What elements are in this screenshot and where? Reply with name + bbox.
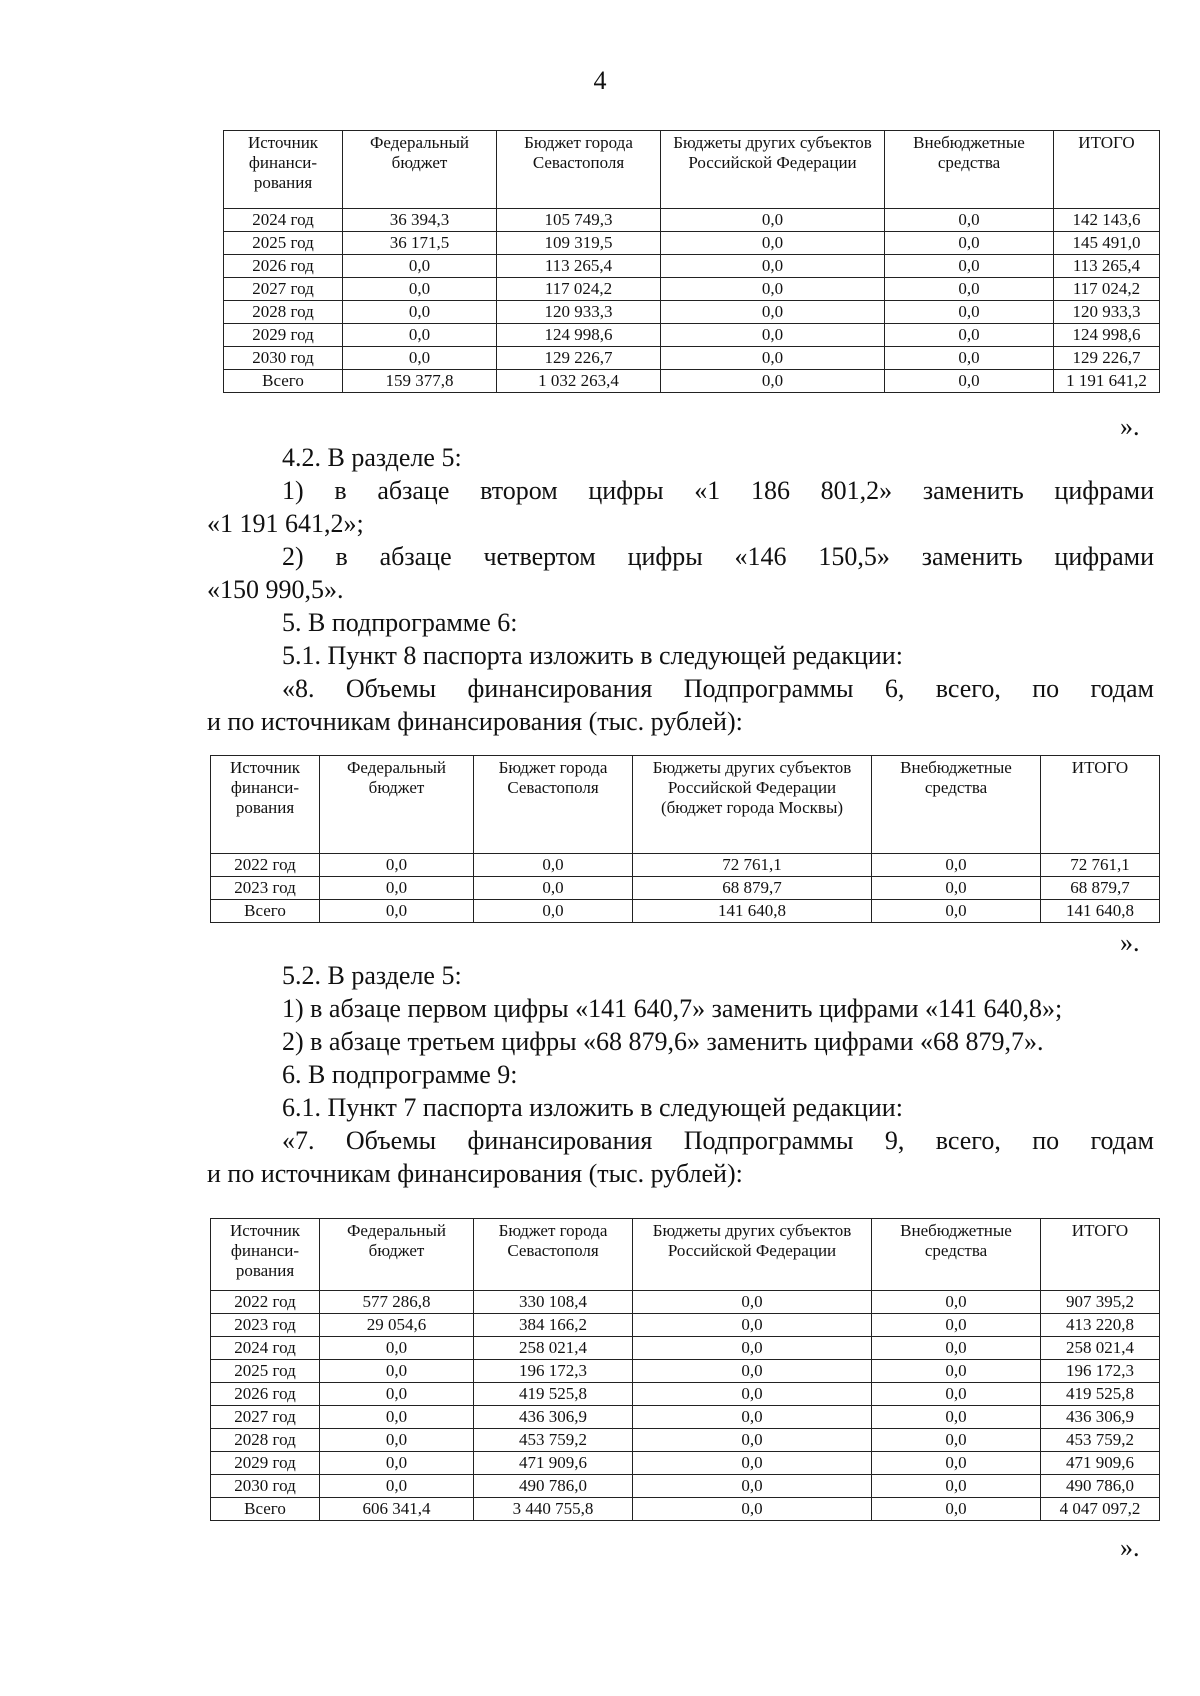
table-row bbox=[211, 1498, 1160, 1521]
cell-federal: 0,0 bbox=[320, 854, 474, 877]
cell-year: Всего bbox=[211, 1498, 320, 1521]
cell-year: 2026 год bbox=[211, 1383, 320, 1406]
table-header-row bbox=[224, 131, 1160, 209]
cell-sevastopol: 196 172,3 bbox=[474, 1360, 633, 1383]
cell-extrabudget: 0,0 bbox=[872, 1360, 1041, 1383]
section-6-quote-line1: «7. Объемы финансирования Подпрограммы 9, всего, по годам bbox=[282, 1126, 1154, 1155]
table-header-row bbox=[211, 756, 1160, 854]
table-header-row bbox=[211, 1219, 1160, 1291]
col-other-subjects: Бюджеты других субъектов Российской Федерации (бюджет города Москвы) bbox=[633, 756, 872, 854]
col-extrabudget: Внебюджетные средства bbox=[885, 131, 1054, 209]
table-row bbox=[224, 209, 1160, 232]
table-row bbox=[211, 854, 1160, 877]
cell-sevastopol: 0,0 bbox=[474, 877, 633, 900]
table-body bbox=[211, 1291, 1160, 1521]
cell-year: 2029 год bbox=[224, 324, 343, 347]
section-6-1-text: 6.1. Пункт 7 паспорта изложить в следующей редакции: bbox=[282, 1093, 903, 1122]
cell-sevastopol: 490 786,0 bbox=[474, 1475, 633, 1498]
section-6-quote-line2: и по источникам финансирования (тыс. рублей): bbox=[207, 1159, 743, 1188]
table-row bbox=[211, 1383, 1160, 1406]
cell-extrabudget: 0,0 bbox=[872, 1475, 1041, 1498]
cell-sevastopol: 109 319,5 bbox=[497, 232, 661, 255]
cell-federal: 29 054,6 bbox=[320, 1314, 474, 1337]
cell-extrabudget: 0,0 bbox=[885, 232, 1054, 255]
table-row bbox=[224, 347, 1160, 370]
cell-extrabudget: 0,0 bbox=[872, 1291, 1041, 1314]
cell-extrabudget: 0,0 bbox=[872, 1498, 1041, 1521]
cell-total: 68 879,7 bbox=[1041, 877, 1160, 900]
cell-other-subjects: 0,0 bbox=[633, 1429, 872, 1452]
cell-extrabudget: 0,0 bbox=[885, 255, 1054, 278]
cell-sevastopol: 113 265,4 bbox=[497, 255, 661, 278]
cell-other-subjects: 0,0 bbox=[661, 255, 885, 278]
cell-federal: 0,0 bbox=[320, 1475, 474, 1498]
cell-extrabudget: 0,0 bbox=[872, 877, 1041, 900]
col-extrabudget: Внебюджетные средства bbox=[872, 756, 1041, 854]
cell-year: 2025 год bbox=[224, 232, 343, 255]
cell-total: 258 021,4 bbox=[1041, 1337, 1160, 1360]
col-extrabudget: Внебюджетные средства bbox=[872, 1219, 1041, 1291]
cell-year: 2027 год bbox=[211, 1406, 320, 1429]
cell-other-subjects: 68 879,7 bbox=[633, 877, 872, 900]
cell-federal: 0,0 bbox=[343, 347, 497, 370]
cell-total: 490 786,0 bbox=[1041, 1475, 1160, 1498]
cell-other-subjects: 0,0 bbox=[633, 1360, 872, 1383]
section-5-2-title: 5.2. В разделе 5: bbox=[282, 961, 462, 990]
cell-year: 2029 год bbox=[211, 1452, 320, 1475]
cell-year: 2023 год bbox=[211, 1314, 320, 1337]
cell-year: 2030 год bbox=[211, 1475, 320, 1498]
cell-other-subjects: 0,0 bbox=[633, 1498, 872, 1521]
cell-other-subjects: 0,0 bbox=[633, 1337, 872, 1360]
table-row bbox=[224, 324, 1160, 347]
cell-extrabudget: 0,0 bbox=[872, 1429, 1041, 1452]
cell-sevastopol: 384 166,2 bbox=[474, 1314, 633, 1337]
section-5-2-item2: 2) в абзаце третьем цифры «68 879,6» заменить цифрами «68 879,7». bbox=[282, 1027, 1044, 1056]
cell-extrabudget: 0,0 bbox=[872, 1383, 1041, 1406]
cell-sevastopol: 105 749,3 bbox=[497, 209, 661, 232]
cell-federal: 36 171,5 bbox=[343, 232, 497, 255]
table-row bbox=[211, 1429, 1160, 1452]
cell-federal: 0,0 bbox=[320, 1429, 474, 1452]
financing-table-2 bbox=[210, 755, 1160, 923]
cell-extrabudget: 0,0 bbox=[885, 324, 1054, 347]
cell-extrabudget: 0,0 bbox=[872, 1314, 1041, 1337]
col-sevastopol: Бюджет города Севастополя bbox=[474, 756, 633, 854]
cell-sevastopol: 1 032 263,4 bbox=[497, 370, 661, 393]
cell-extrabudget: 0,0 bbox=[872, 854, 1041, 877]
col-sevastopol: Бюджет города Севастополя bbox=[497, 131, 661, 209]
financing-table-1 bbox=[223, 130, 1160, 393]
col-source: Источник финанси-рования bbox=[211, 1219, 320, 1291]
col-total: ИТОГО bbox=[1041, 1219, 1160, 1291]
cell-sevastopol: 0,0 bbox=[474, 900, 633, 923]
table-row bbox=[211, 1314, 1160, 1337]
cell-sevastopol: 419 525,8 bbox=[474, 1383, 633, 1406]
section-5-title: 5. В подпрограмме 6: bbox=[282, 608, 518, 637]
section-5-quote-line1: «8. Объемы финансирования Подпрограммы 6, всего, по годам bbox=[282, 674, 1154, 703]
cell-year: 2022 год bbox=[211, 854, 320, 877]
table-row bbox=[211, 1406, 1160, 1429]
cell-total: 1 191 641,2 bbox=[1054, 370, 1160, 393]
cell-year: 2025 год bbox=[211, 1360, 320, 1383]
cell-other-subjects: 0,0 bbox=[661, 278, 885, 301]
cell-total: 142 143,6 bbox=[1054, 209, 1160, 232]
cell-total: 436 306,9 bbox=[1041, 1406, 1160, 1429]
cell-year: Всего bbox=[224, 370, 343, 393]
cell-other-subjects: 72 761,1 bbox=[633, 854, 872, 877]
cell-total: 120 933,3 bbox=[1054, 301, 1160, 324]
section-6-title: 6. В подпрограмме 9: bbox=[282, 1060, 518, 1089]
cell-sevastopol: 129 226,7 bbox=[497, 347, 661, 370]
cell-other-subjects: 0,0 bbox=[633, 1406, 872, 1429]
cell-other-subjects: 0,0 bbox=[661, 370, 885, 393]
cell-federal: 0,0 bbox=[343, 324, 497, 347]
section-4-2-item2-line2: «150 990,5». bbox=[207, 575, 344, 604]
cell-other-subjects: 0,0 bbox=[633, 1475, 872, 1498]
table-row bbox=[211, 900, 1160, 923]
section-4-2-title: 4.2. В разделе 5: bbox=[282, 443, 462, 472]
cell-extrabudget: 0,0 bbox=[885, 301, 1054, 324]
table-row bbox=[211, 1337, 1160, 1360]
cell-year: 2023 год bbox=[211, 877, 320, 900]
cell-federal: 159 377,8 bbox=[343, 370, 497, 393]
cell-extrabudget: 0,0 bbox=[885, 278, 1054, 301]
cell-federal: 0,0 bbox=[320, 1360, 474, 1383]
quote-end-2: ». bbox=[1120, 928, 1140, 957]
col-federal: Федеральный бюджет bbox=[320, 756, 474, 854]
cell-total: 419 525,8 bbox=[1041, 1383, 1160, 1406]
cell-total: 113 265,4 bbox=[1054, 255, 1160, 278]
cell-sevastopol: 471 909,6 bbox=[474, 1452, 633, 1475]
cell-sevastopol: 3 440 755,8 bbox=[474, 1498, 633, 1521]
section-4-2-item2-line1: 2) в абзаце четвертом цифры «146 150,5» заменить цифрами bbox=[282, 542, 1154, 571]
section-5-2-item1: 1) в абзаце первом цифры «141 640,7» заменить цифрами «141 640,8»; bbox=[282, 994, 1063, 1023]
cell-year: 2024 год bbox=[211, 1337, 320, 1360]
cell-total: 453 759,2 bbox=[1041, 1429, 1160, 1452]
cell-sevastopol: 258 021,4 bbox=[474, 1337, 633, 1360]
cell-federal: 0,0 bbox=[320, 1383, 474, 1406]
cell-federal: 0,0 bbox=[320, 900, 474, 923]
cell-year: 2027 год bbox=[224, 278, 343, 301]
table-row bbox=[211, 1475, 1160, 1498]
cell-federal: 0,0 bbox=[343, 301, 497, 324]
cell-other-subjects: 0,0 bbox=[633, 1452, 872, 1475]
table-row bbox=[211, 877, 1160, 900]
cell-sevastopol: 0,0 bbox=[474, 854, 633, 877]
col-other-subjects: Бюджеты других субъектов Российской Федерации bbox=[661, 131, 885, 209]
page-number: 4 bbox=[593, 66, 607, 95]
col-federal: Федеральный бюджет bbox=[320, 1219, 474, 1291]
cell-total: 72 761,1 bbox=[1041, 854, 1160, 877]
col-sevastopol: Бюджет города Севастополя bbox=[474, 1219, 633, 1291]
section-5-quote-line2: и по источникам финансирования (тыс. рублей): bbox=[207, 707, 743, 736]
cell-other-subjects: 141 640,8 bbox=[633, 900, 872, 923]
cell-other-subjects: 0,0 bbox=[661, 232, 885, 255]
cell-total: 907 395,2 bbox=[1041, 1291, 1160, 1314]
table-row bbox=[224, 232, 1160, 255]
cell-year: 2030 год bbox=[224, 347, 343, 370]
cell-sevastopol: 436 306,9 bbox=[474, 1406, 633, 1429]
cell-year: 2026 год bbox=[224, 255, 343, 278]
cell-year: 2022 год bbox=[211, 1291, 320, 1314]
cell-other-subjects: 0,0 bbox=[633, 1314, 872, 1337]
cell-extrabudget: 0,0 bbox=[872, 1406, 1041, 1429]
cell-federal: 36 394,3 bbox=[343, 209, 497, 232]
cell-federal: 577 286,8 bbox=[320, 1291, 474, 1314]
cell-sevastopol: 124 998,6 bbox=[497, 324, 661, 347]
cell-extrabudget: 0,0 bbox=[872, 1337, 1041, 1360]
col-other-subjects: Бюджеты других субъектов Российской Федерации bbox=[633, 1219, 872, 1291]
table-row bbox=[224, 278, 1160, 301]
cell-other-subjects: 0,0 bbox=[661, 347, 885, 370]
cell-sevastopol: 120 933,3 bbox=[497, 301, 661, 324]
table-row bbox=[211, 1452, 1160, 1475]
cell-total: 129 226,7 bbox=[1054, 347, 1160, 370]
table-row bbox=[224, 255, 1160, 278]
table-body bbox=[211, 854, 1160, 923]
cell-total: 141 640,8 bbox=[1041, 900, 1160, 923]
cell-other-subjects: 0,0 bbox=[661, 209, 885, 232]
cell-total: 4 047 097,2 bbox=[1041, 1498, 1160, 1521]
cell-total: 145 491,0 bbox=[1054, 232, 1160, 255]
cell-other-subjects: 0,0 bbox=[661, 324, 885, 347]
cell-total: 124 998,6 bbox=[1054, 324, 1160, 347]
cell-year: Всего bbox=[211, 900, 320, 923]
cell-total: 471 909,6 bbox=[1041, 1452, 1160, 1475]
cell-total: 413 220,8 bbox=[1041, 1314, 1160, 1337]
cell-federal: 0,0 bbox=[343, 278, 497, 301]
cell-federal: 606 341,4 bbox=[320, 1498, 474, 1521]
col-source: Источник финанси-рования bbox=[211, 756, 320, 854]
financing-table-3 bbox=[210, 1218, 1160, 1521]
table-body bbox=[224, 209, 1160, 393]
col-total: ИТОГО bbox=[1041, 756, 1160, 854]
quote-end-3: ». bbox=[1120, 1533, 1140, 1562]
table-row bbox=[224, 301, 1160, 324]
cell-federal: 0,0 bbox=[320, 1337, 474, 1360]
table-row bbox=[224, 370, 1160, 393]
cell-sevastopol: 330 108,4 bbox=[474, 1291, 633, 1314]
cell-other-subjects: 0,0 bbox=[633, 1291, 872, 1314]
cell-sevastopol: 453 759,2 bbox=[474, 1429, 633, 1452]
cell-year: 2028 год bbox=[211, 1429, 320, 1452]
table-row bbox=[211, 1291, 1160, 1314]
col-source: Источник финанси-рования bbox=[224, 131, 343, 209]
cell-extrabudget: 0,0 bbox=[885, 370, 1054, 393]
cell-sevastopol: 117 024,2 bbox=[497, 278, 661, 301]
cell-extrabudget: 0,0 bbox=[885, 209, 1054, 232]
cell-federal: 0,0 bbox=[343, 255, 497, 278]
quote-end-1: ». bbox=[1120, 412, 1140, 441]
cell-extrabudget: 0,0 bbox=[885, 347, 1054, 370]
cell-extrabudget: 0,0 bbox=[872, 1452, 1041, 1475]
cell-federal: 0,0 bbox=[320, 1452, 474, 1475]
cell-other-subjects: 0,0 bbox=[633, 1383, 872, 1406]
section-4-2-item1-line1: 1) в абзаце втором цифры «1 186 801,2» заменить цифрами bbox=[282, 476, 1154, 505]
cell-total: 196 172,3 bbox=[1041, 1360, 1160, 1383]
cell-other-subjects: 0,0 bbox=[661, 301, 885, 324]
cell-total: 117 024,2 bbox=[1054, 278, 1160, 301]
cell-year: 2024 год bbox=[224, 209, 343, 232]
col-federal: Федеральный бюджет bbox=[343, 131, 497, 209]
cell-federal: 0,0 bbox=[320, 877, 474, 900]
section-4-2-item1-line2: «1 191 641,2»; bbox=[207, 509, 364, 538]
cell-year: 2028 год bbox=[224, 301, 343, 324]
cell-extrabudget: 0,0 bbox=[872, 900, 1041, 923]
table-row bbox=[211, 1360, 1160, 1383]
cell-federal: 0,0 bbox=[320, 1406, 474, 1429]
col-total: ИТОГО bbox=[1054, 131, 1160, 209]
section-5-1-text: 5.1. Пункт 8 паспорта изложить в следующей редакции: bbox=[282, 641, 903, 670]
